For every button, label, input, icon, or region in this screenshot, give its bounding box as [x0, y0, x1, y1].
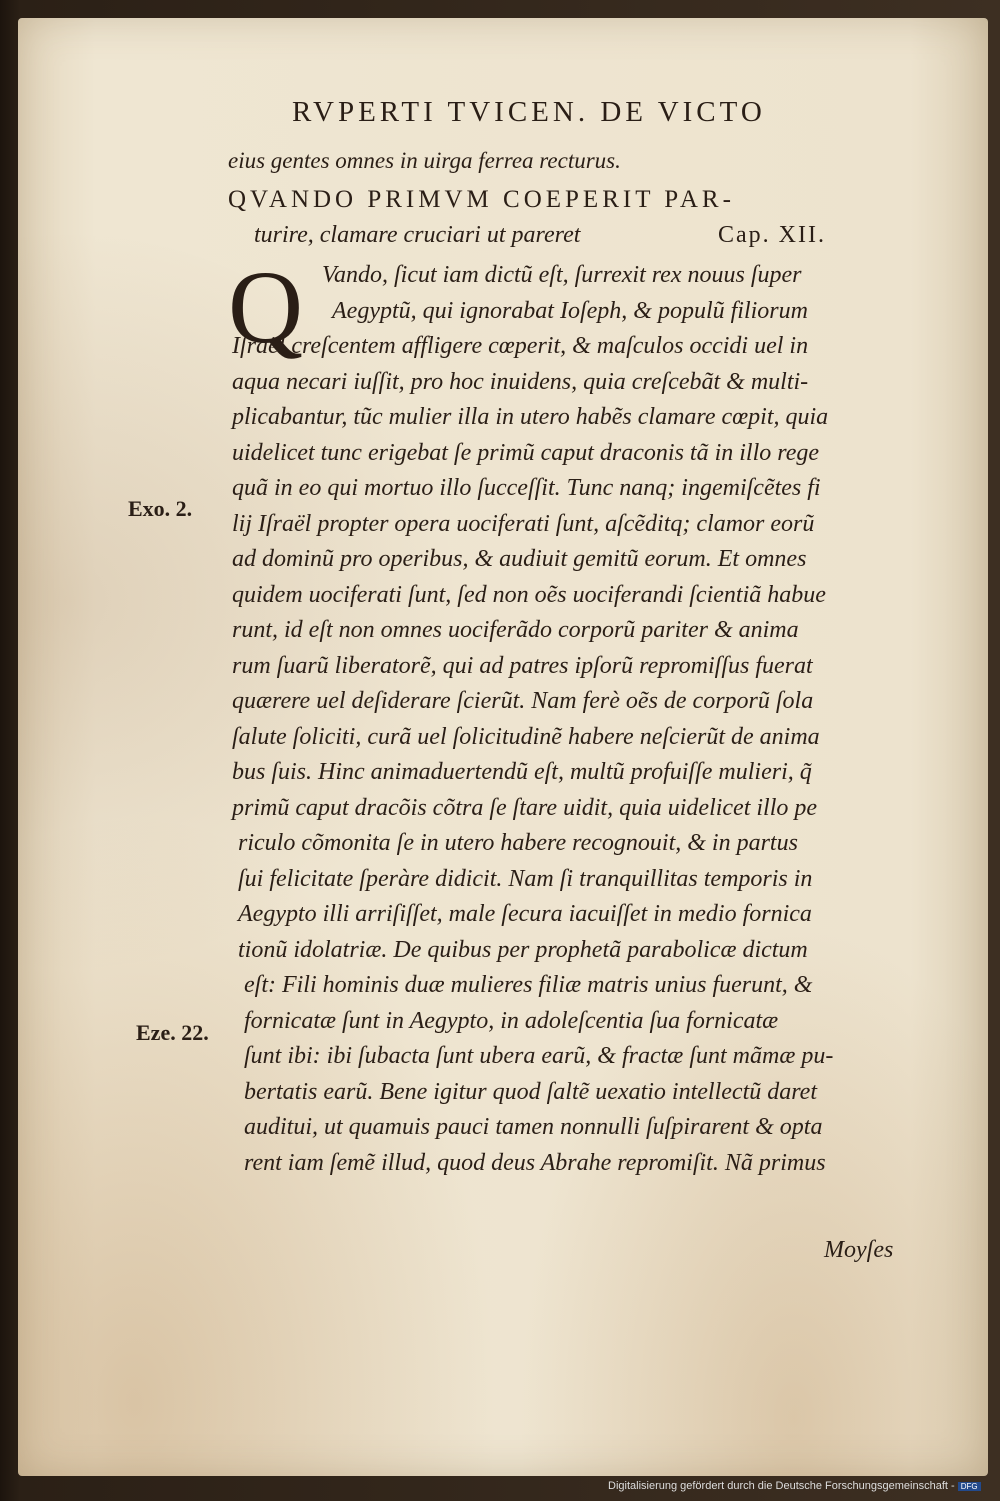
- text-line: runt, id eſt non omnes uociferãdo corporũ pariter & anima: [232, 617, 799, 643]
- text-line: quã in eo qui mortuo illo ſucceſſit. Tunc nanq; ingemiſcẽtes fi: [232, 475, 821, 501]
- text-line: riculo cõmonita ſe in utero habere recognouit, & in partus: [238, 830, 798, 856]
- text-line: auditui, ut quamuis pauci tamen nonnulli ſuſpirarent & opta: [244, 1114, 823, 1140]
- text-line: lij Iſraël propter opera uociferati ſunt, aſcẽditq; clamor eorũ: [232, 510, 815, 537]
- footer-text: Digitalisierung gefördert durch die Deutsche Forschungsgemeinschaft -: [608, 1480, 955, 1492]
- text-line: quidem uociferati ſunt, ſed non oẽs uociferandi ſcientiã habue: [232, 581, 826, 608]
- text-line: aqua necari iuſſit, pro hoc inuidens, quia creſcebãt & multi-: [232, 368, 809, 395]
- text-line: Aegypto illi arriſiſſet, male ſecura iacuiſſet in medio fornica: [238, 901, 812, 927]
- text-line: primũ caput dracõis cõtra ſe ſtare uidit, quia uidelicet illo pe: [232, 794, 818, 821]
- chapter-title-line-2: turire, clamare cruciari ut pareret: [254, 222, 581, 248]
- text-line: ſunt ibi: ibi ſubacta ſunt ubera earũ, & fractæ ſunt mãmæ pu-: [244, 1043, 834, 1069]
- text-line: rent iam ſemẽ illud, quod deus Abrahe repromiſit. Nã primus: [244, 1149, 826, 1176]
- text-line: plicabantur, tũc mulier illa in utero habẽs clamare cœpit, quia: [232, 404, 829, 430]
- chapter-title-line-1: QVANDO PRIMVM COEPERIT PAR-: [228, 186, 735, 213]
- text-line: bus ſuis. Hinc animaduertendũ eſt, multũ profuiſſe mulieri, q̃: [232, 759, 812, 785]
- text-line: Aegyptũ, qui ignorabat Ioſeph, & populũ filiorum: [332, 297, 808, 324]
- text-line: ſui felicitate ſperàre didicit. Nam ſi tranquillitas temporis in: [238, 865, 813, 892]
- dfg-logo: DFG: [958, 1482, 981, 1491]
- text-line: Vando, ſicut iam dictũ eſt, ſurrexit rex nouus ſuper: [322, 262, 802, 288]
- digitization-footer: [608, 1480, 998, 1492]
- margin-note-exodus: Exo. 2.: [128, 496, 193, 521]
- drop-cap: Q: [228, 250, 304, 365]
- text-line: bertatis earũ. Bene igitur quod ſaltẽ uexatio intellectũ daret: [244, 1078, 817, 1105]
- text-line: ſalute ſoliciti, curã uel ſolicitudinẽ habere neſcierũt de anima: [232, 723, 820, 750]
- text-line: fornicatæ ſunt in Aegypto, in adoleſcentia ſua fornicatæ: [244, 1007, 779, 1034]
- text-line: eſt: Fili hominis duæ mulieres filiæ matris unius fuerunt, &: [244, 972, 813, 998]
- text-line: rum ſuarũ liberatorẽ, qui ad patres ipſorũ repromiſſus fuerat: [232, 652, 813, 679]
- text-line: ad dominũ pro operibus, & audiuit gemitũ eorum. Et omnes: [232, 546, 807, 572]
- chapter-number: Cap. XII.: [718, 222, 826, 248]
- text-line: Iſraël creſcentem affligere cœperit, & maſculos occidi uel in: [232, 333, 809, 359]
- catchword: Moyſes: [824, 1237, 894, 1263]
- margin-note-ezekiel: Eze. 22.: [136, 1020, 209, 1045]
- preface-line: eius gentes omnes in uirga ferrea recturus.: [228, 148, 621, 173]
- running-header: RVPERTI TVICEN. DE VICTO: [292, 96, 766, 128]
- text-line: uidelicet tunc erigebat ſe primũ caput draconis tã in illo rege: [232, 439, 820, 466]
- text-line: tionũ idolatriæ. De quibus per prophetã parabolicæ dictum: [238, 936, 808, 963]
- text-line: quærere uel deſiderare ſcierũt. Nam ferè oẽs de corporũ ſola: [232, 688, 814, 714]
